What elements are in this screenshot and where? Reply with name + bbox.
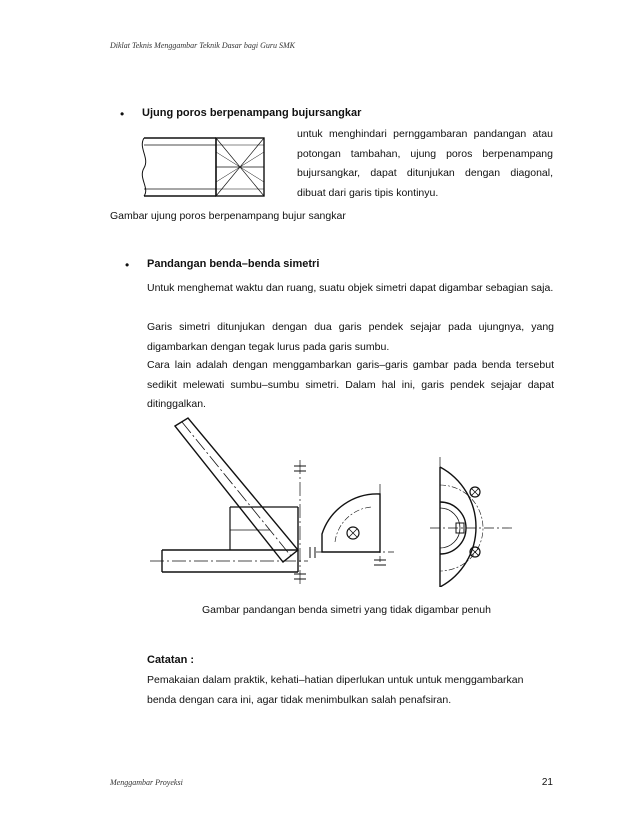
- paragraph-symmetry-1: Untuk menghemat waktu dan ruang, suatu objek simetri dapat digambar sebagian saja.: [147, 282, 554, 294]
- bullet-marker: •: [125, 258, 130, 272]
- section-heading-symmetry: Pandangan benda–benda simetri: [147, 258, 320, 270]
- paragraph-symmetry-3: Cara lain adalah dengan menggambarkan garis–garis gambar pada benda tersebut sedikit melewati sumbu–sumbu simetri. Dalam hal ini, garis pendek sejajar dapat ditinggalkan.: [147, 359, 554, 410]
- figure-caption-square-shaft: Gambar ujung poros berpenampang bujur sangkar: [110, 210, 346, 222]
- page-number: 21: [541, 777, 553, 788]
- square-shaft-end-drawing: [132, 132, 280, 202]
- symmetry-views-drawing: [150, 412, 520, 587]
- figure-caption-symmetry: Gambar pandangan benda simetri yang tidak digambar penuh: [202, 604, 491, 616]
- footer-title: Menggambar Proyeksi: [110, 778, 183, 787]
- running-header: Diklat Teknis Menggambar Teknik Dasar bagi Guru SMK: [110, 41, 295, 50]
- note-title: Catatan :: [147, 654, 195, 666]
- section-heading-square-shaft: Ujung poros berpenampang bujursangkar: [142, 107, 362, 119]
- paragraph-square-shaft: untuk menghindari pernggambaran pandangan atau potongan tambahan, ujung poros berpenampang bujursangkar, dapat ditunjukan dengan diagonal, dibuat dari garis tipis kontinyu.: [297, 128, 553, 199]
- paragraph-symmetry-2: Garis simetri ditunjukan dengan dua garis pendek sejajar pada ujungnya, yang digambarkan dengan tegak lurus pada garis sumbu.: [147, 321, 554, 353]
- bullet-marker: •: [120, 107, 125, 121]
- note-text: Pemakaian dalam praktik, kehati–hatian diperlukan untuk untuk menggambarkan benda dengan cara ini, agar tidak menimbulkan salah penafsiran.: [147, 674, 524, 706]
